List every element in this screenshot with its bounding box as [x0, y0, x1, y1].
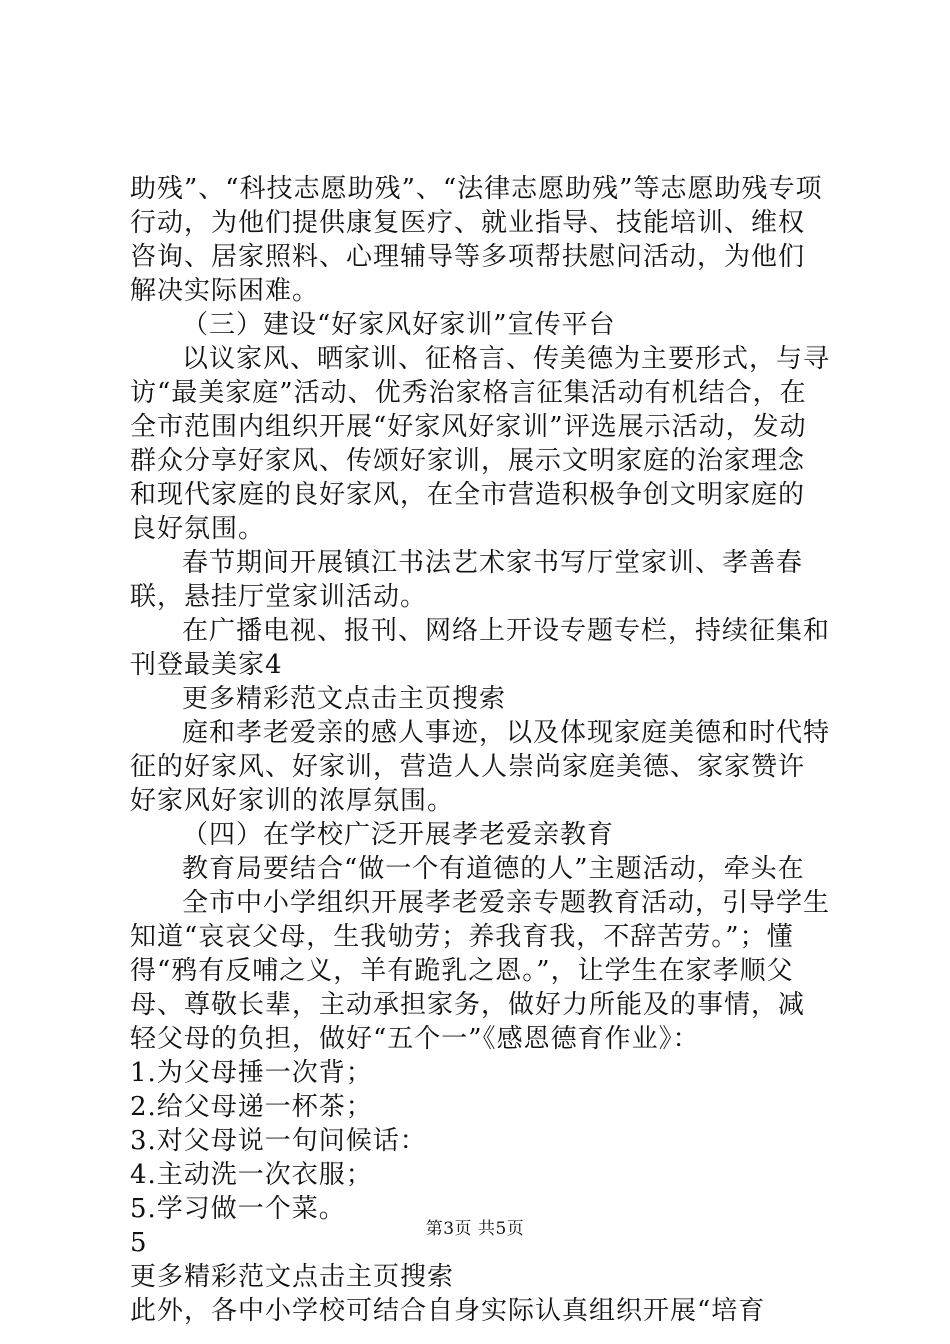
section-heading-4: （四）在学校广泛开展孝老爱亲教育 — [182, 820, 615, 850]
document-body — [130, 172, 830, 1328]
list-item: 3.对父母说一句问候话： — [130, 1126, 427, 1156]
list-item: 5.学习做一个菜。 — [130, 1194, 346, 1224]
promo-text: 更多精彩范文点击主页搜索 — [130, 1262, 455, 1292]
paragraph-school-activities: 全市中小学组织开展孝老爱亲专题教育活动，引导学生知道“哀哀父母，生我劬劳；养我育我，不辞苦劳。”；懂得“鸦有反哺之义，羊有跪乳之恩。”，让学生在家孝顺父母、尊敬长辈，主动承担家务，做好力所能及的事情，减轻父母的负担，做好“五个一”《感恩德育作业》： — [130, 888, 831, 1054]
list-item: 1.为父母捶一次背； — [130, 1058, 373, 1088]
paragraph-spring-festival: 春节期间开展镇江书法艺术家书写厅堂家训、孝善春联，悬挂厅堂家训活动。 — [130, 548, 804, 612]
paragraph-additional: 此外，各中小学校可结合自身实际认真组织开展“培育 — [130, 1296, 766, 1326]
paragraph-education-bureau: 教育局要结合“做一个有道德的人”主题活动，牵头在 — [182, 854, 805, 884]
promo-text: 更多精彩范文点击主页搜索 — [182, 684, 507, 714]
page-footer: 第3页 共5页 — [425, 1219, 525, 1239]
list-item: 2.给父母递一杯茶； — [130, 1092, 373, 1122]
section-heading-3: （三）建设“好家风好家训”宣传平台 — [182, 310, 616, 340]
paragraph-touching-stories: 庭和孝老爱亲的感人事迹，以及体现家庭美德和时代特征的好家风、好家训，营造人人崇尚家庭美德、家家赞许好家风好家训的浓厚氛围。 — [130, 718, 831, 816]
paragraph-volunteer-actions: 助残”、“科技志愿助残”、“法律志愿助残”等志愿助残专项行动，为他们提供康复医疗、就业指导、技能培训、维权咨询、居家照料、心理辅导等多项帮扶慰问活动，为他们解决实际困难。 — [130, 174, 823, 306]
paragraph-media-columns: 在广播电视、报刊、网络上开设专题专栏，持续征集和刊登最美家4 — [130, 616, 831, 680]
paragraph-family-style: 以议家风、晒家训、征格言、传美德为主要形式，与寻访“最美家庭”活动、优秀治家格言征集活动有机结合，在全市范围内组织开展“好家风好家训”评选展示活动，发动群众分享好家风、传颂好家训，展示文明家庭的治家理念和现代家庭的良好家风，在全市营造积极争创文明家庭的良好氛围。 — [130, 344, 831, 544]
list-item: 4.主动洗一次衣服； — [130, 1160, 373, 1190]
inline-page-number: 5 — [130, 1228, 148, 1258]
